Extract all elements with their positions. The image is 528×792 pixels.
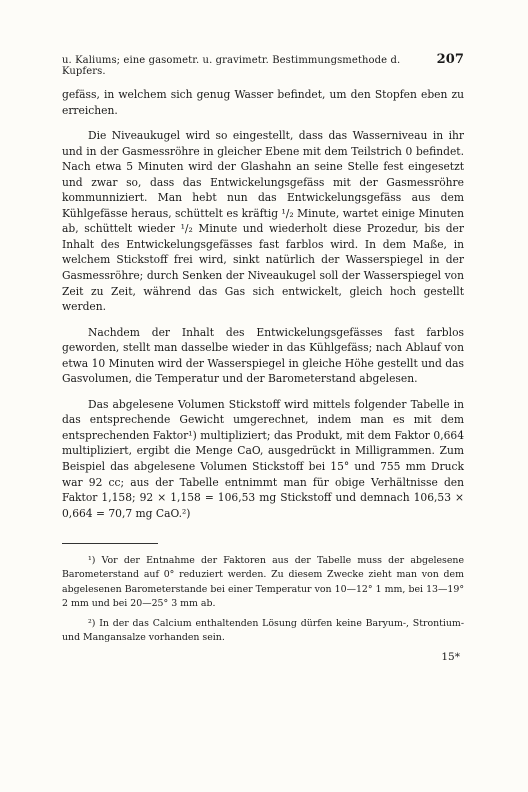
footnotes: [62, 554, 464, 645]
paragraph: Die Niveaukugel wird so eingestellt, dass das Wasserniveau in ihr und in der Gasmessröhre in gleicher Ebene mit dem Teilstrich 0 befindet. Nach etwa 5 Minuten wird der Glashahn an seine Stelle fest eingesetzt und zwar so, dass das Entwickelungsgefäss mit der Gasmessröhre kommunniziert. Man hebt nun das Entwickelungsgefäss aus dem Kühlgefässe heraus, schüttelt es kräftig ¹/₂ Minute, wartet einige Minuten ab, schüttelt wieder ¹/₂ Minute und wiederholt diese Prozedur, bis der Inhalt des Entwickelungsgefässes fast farblos wird. In dem Maße, in welchem Stickstoff frei wird, sinkt natürlich der Wasserspiegel in der Gasmessröhre; durch Senken der Niveaukugel soll der Wasserspiegel von Zeit zu Zeit, während das Gas sich entwickelt, gleich hoch gestellt werden.: [62, 129, 464, 314]
page: [62, 52, 464, 663]
main-text: [62, 87, 464, 521]
running-header: [62, 52, 464, 77]
signature-mark: 15*: [441, 651, 460, 664]
page-number: 207: [436, 52, 464, 67]
paragraph: Nachdem der Inhalt des Entwickelungsgefässes fast farblos geworden, stellt man dasselbe wieder in das Kühlgefäss; nach Ablauf von etwa 10 Minuten wird der Wasserspiegel in gleiche Höhe gestellt und das Gasvolumen, die Temperatur und der Barometerstand abgelesen.: [62, 325, 464, 386]
footnote-1: ¹) Vor der Entnahme der Faktoren aus der Tabelle muss der abgelesene Barometerstand auf 0° reduziert werden. Zu diesem Zwecke zieht man von dem abgelesenen Barometerstande bei einer Temperatur von 10—12° 1 mm, bei 13—19° 2 mm und bei 20—25° 3 mm ab.: [62, 555, 464, 609]
paragraph-continued: gefäss, in welchem sich genug Wasser befindet, um den Stopfen eben zu erreichen.: [62, 88, 464, 117]
footnote-divider: [62, 543, 158, 544]
paragraph: Das abgelesene Volumen Stickstoff wird mittels folgender Tabelle in das entsprechende Gewicht umgerechnet, indem man es mit dem entsprechenden Faktor¹) multipliziert; das Produkt, mit dem Faktor 0,664 multipliziert, ergibt die Menge CaO, ausgedrückt in Milligrammen. Zum Beispiel das abgelesene Volumen Stickstoff bei 15° und 755 mm Druck war 92 cc; aus der Tabelle entnimmt man für obige Verhältnisse den Faktor 1,158; 92 × 1,158 = 106,53 mg Stickstoff und demnach 106,53 × 0,664 = 70,7 mg CaO.²): [62, 397, 464, 520]
running-title: u. Kaliums; eine gasometr. u. gravimetr. Bestimmungsmethode d. Kupfers.: [62, 55, 401, 77]
footnote-2: ²) In der das Calcium enthaltenden Lösung dürfen keine Baryum-, Strontium- und Mangansalze vorhanden sein.: [62, 618, 464, 644]
